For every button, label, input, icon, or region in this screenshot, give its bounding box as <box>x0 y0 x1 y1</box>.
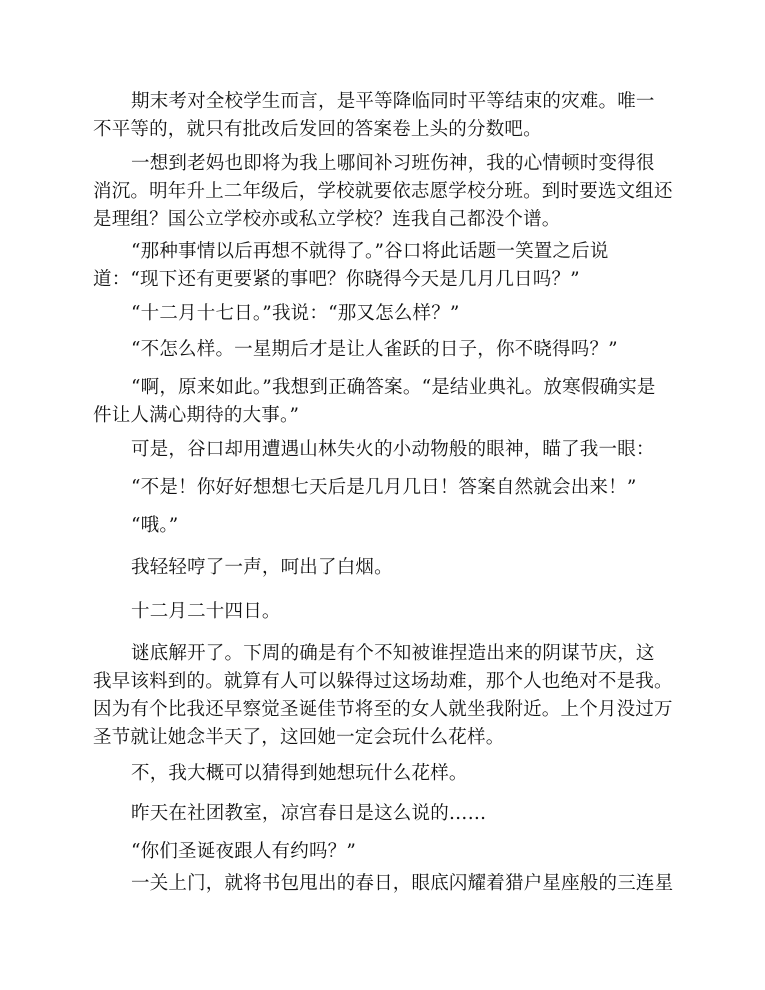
paragraph-11: 十二月二十四日。 <box>131 601 281 622</box>
paragraph-10: 我轻轻哼了一声，呵出了白烟。 <box>131 557 393 578</box>
paragraph-13: 不，我大概可以猜得到她想玩什么花样。 <box>131 763 468 784</box>
paragraph-1: 期末考对全校学生而言，是平等降临同时平等结束的灾难。唯一不平等的，就只有批改后发回的答案卷上头的分数吧。 <box>93 91 655 140</box>
paragraph-14: 昨天在社团教室，凉宫春日是这么说的…… <box>131 803 487 824</box>
paragraph-4: “十二月十七日。”我说：“那又怎么样？” <box>131 303 460 324</box>
paragraph-8: “不是！你好好想想七天后是几月几日！答案自然就会出来！” <box>131 477 637 498</box>
paragraph-15: “你们圣诞夜跟人有约吗？” <box>131 841 357 862</box>
paragraph-6: “啊，原来如此。”我想到正确答案。“是结业典礼。放寒假确实是件让人满心期待的大事。” <box>93 377 656 426</box>
paragraph-16: 一关上门，就将书包甩出的春日，眼底闪耀着猎户星座般的三连星 <box>131 873 673 894</box>
paragraph-5: “不怎么样。一星期后才是让人雀跃的日子，你不晓得吗？” <box>131 339 618 360</box>
paragraph-7: 可是，谷口却用遭遇山林失火的小动物般的眼神，瞄了我一眼： <box>131 439 655 460</box>
paragraph-9: “哦。” <box>131 515 179 536</box>
paragraph-2: 一想到老妈也即将为我上哪间补习班伤神，我的心情顿时变得很消沉。明年升上二年级后，学校就要依志愿学校分班。到时要选文组还是理组？国公立学校亦或私立学校？连我自己都没个谱。 <box>93 153 673 230</box>
paragraph-12: 谜底解开了。下周的确是有个不知被谁捏造出来的阴谋节庆，这我早该料到的。就算有人可以躲得过这场劫难，那个人也绝对不是我。因为有个比我还早察觉圣诞佳节将至的女人就坐我附近。上个月没过万圣节就让她念半天了，这回她一定会玩什么花样。 <box>93 643 673 748</box>
paragraph-3: “那种事情以后再想不就得了。”谷口将此话题一笑置之后说道：“现下还有更要紧的事吧？你晓得今天是几月几日吗？” <box>93 241 609 290</box>
